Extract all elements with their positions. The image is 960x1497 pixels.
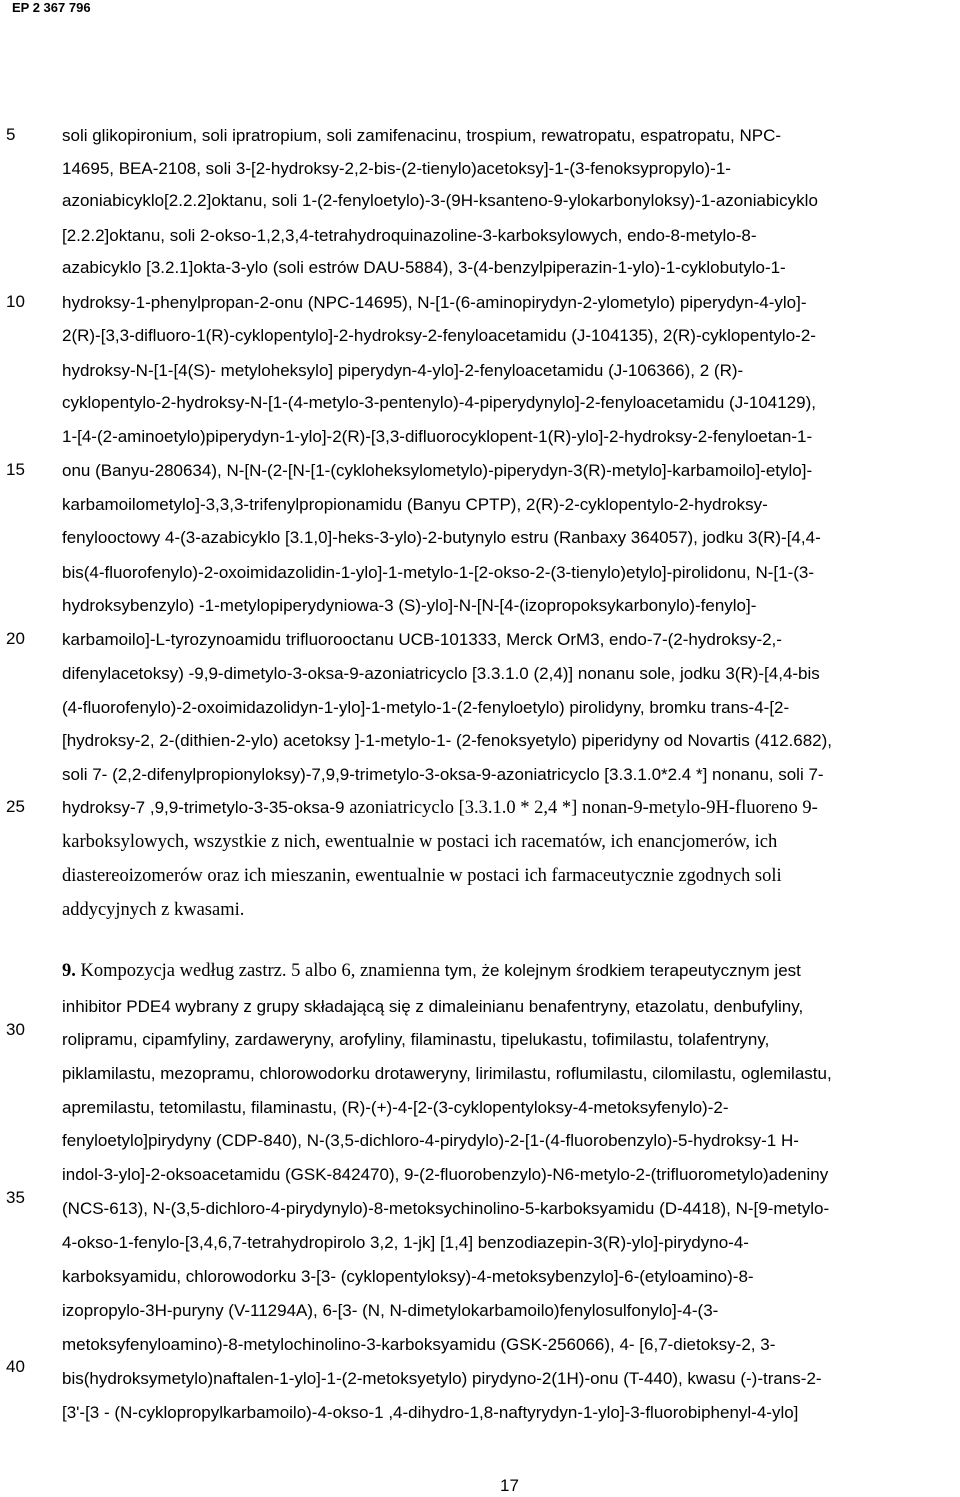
text-segment: azoniatricyclo [3.3.1.0 * 2,4 *] nonan-9-metylo-9H-fluoreno 9- bbox=[349, 798, 818, 818]
text-line bbox=[62, 1097, 729, 1119]
text-segment: [hydroksy-2, 2-(dithien-2-ylo) acetoksy ]-1-metylo-1- (2-fenoksyetylo) piperidyny od Novartis (412.682), bbox=[62, 731, 833, 750]
text-line bbox=[62, 595, 756, 617]
text-line bbox=[62, 527, 821, 549]
text-line bbox=[62, 1300, 718, 1322]
text-segment: 9. bbox=[62, 961, 81, 981]
text-segment: karbamoilo]-L-tyrozynoamidu trifluorooctanu UCB-101333, Merck OrM3, endo-7-(2-hydroksy-2,- bbox=[62, 630, 782, 649]
text-segment: hydroksybenzylo) -1-metylopiperydyniowa-3 (S)-ylo]-N-[N-[4-(izopropoksykarbonylo)-fenylo]- bbox=[62, 596, 757, 615]
text-line bbox=[62, 158, 731, 180]
text-line bbox=[62, 1266, 754, 1288]
text-line bbox=[62, 1232, 749, 1254]
text-segment: indol-3-ylo]-2-oksoacetamidu (GSK-842470), 9-(2-fluorobenzylo)-N6-metylo-2-(trifluorometylo)adeniny bbox=[62, 1165, 829, 1184]
text-line bbox=[62, 392, 816, 414]
text-line bbox=[62, 1334, 775, 1356]
text-segment: karbamoilometylo]-3,3,3-trifenylpropionamidu (Banyu CPTP), 2(R)-2-cyklopentylo-2-hydroksy- bbox=[62, 495, 768, 514]
text-segment: bis(hydroksymetylo)naftalen-1-ylo]-1-(2-metoksyetylo) pirydyno-2(1H)-onu (T-440), kwasu (-)-trans-2- bbox=[62, 1369, 822, 1388]
text-segment: soli 7- (2,2-difenylpropionyloksy)-7,9,9-trimetylo-3-oksa-9-azoniatricyclo [3.3.1.0*2.4 *] nonanu, soli 7- bbox=[62, 765, 824, 784]
text-segment: fenyloetylo]pirydyny (CDP-840), N-(3,5-dichloro-4-pirydylo)-2-[1-(4-fluorobenzylo)-5-hydroksy-1 H- bbox=[62, 1131, 799, 1150]
text-line bbox=[62, 960, 801, 982]
margin-line-number: 5 bbox=[6, 125, 16, 144]
text-segment: karboksyamidu, chlorowodorku 3-[3- (cyklopentyloksy)-4-metoksybenzylo]-6-(etyloamino)-8- bbox=[62, 1267, 754, 1286]
text-line bbox=[62, 426, 812, 448]
text-segment: soli glikopironium, soli ipratropium, soli zamifenacinu, trospium, rewatropatu, espatropatu, NPC- bbox=[62, 126, 782, 145]
text-segment: hydroksy-7 ,9,9-trimetylo-3-35-oksa-9 bbox=[62, 798, 350, 817]
text-segment: metoksyfenyloamino)-8-metylochinolino-3-karboksyamidu (GSK-256066), 4- [6,7-dietoksy-2, 3- bbox=[62, 1335, 776, 1354]
text-line bbox=[62, 1368, 822, 1390]
text-segment: apremilastu, tetomilastu, filaminastu, (R)-(+)-4-[2-(3-cyklopentyloksy-4-metoksyfenylo)-2- bbox=[62, 1098, 729, 1117]
text-segment: hydroksy-N-[1-[4(S)- metyloheksylo] piperydyn-4-ylo]-2-fenyloacetamidu (J-106366), 2 (R)- bbox=[62, 361, 744, 380]
text-segment: karboksylowych, wszystkie z nich, ewentualnie w postaci ich racematów, ich enancjomerów, ich bbox=[62, 832, 778, 852]
text-line bbox=[62, 1029, 769, 1051]
page-number: 17 bbox=[500, 1476, 519, 1495]
text-line bbox=[62, 1402, 798, 1424]
text-segment: fenylooctowy 4-(3-azabicyklo [3.1,0]-heks-3-ylo)-2-butynylo estru (Ranbaxy 364057), jodku 3(R)-[4,4- bbox=[62, 528, 821, 547]
margin-line-number: 35 bbox=[6, 1188, 25, 1207]
text-segment: 14695, BEA-2108, soli 3-[2-hydroksy-2,2-bis-(2-tienylo)acetoksy]-1-(3-fenoksypropylo)-1- bbox=[62, 159, 731, 178]
text-segment: azoniabicyklo[2.2.2]oktanu, soli 1-(2-fenyloetylo)-3-(9H-ksanteno-9-ylokarbonyloksy)-1-azoniabicyklo bbox=[62, 191, 818, 210]
text-segment: diastereoizomerów oraz ich mieszanin, ewentualnie w postaci ich farmaceutycznie zgodnych soli bbox=[62, 866, 782, 886]
text-line bbox=[62, 899, 244, 921]
text-line bbox=[62, 225, 757, 247]
text-segment: (4-fluorofenylo)-2-oxoimidazolidyn-1-ylo]-1-metylo-1-(2-fenyloetylo) pirolidyny, bromku trans-4-[2- bbox=[62, 698, 790, 717]
text-line bbox=[62, 360, 743, 382]
text-line bbox=[62, 292, 807, 314]
text-segment: bis(4-fluorofenylo)-2-oxoimidazolidin-1-ylo]-1-metylo-1-[2-okso-2-(3-tienylo)etylo]-pirolidonu, N-[1-(3- bbox=[62, 563, 815, 582]
text-segment: 2(R)-[3,3-difluoro-1(R)-cyklopentylo]-2-hydroksy-2-fenyloacetamidu (J-104135), 2(R)-cyklopentylo-2- bbox=[62, 326, 816, 345]
text-line bbox=[62, 1164, 828, 1186]
margin-line-number: 10 bbox=[6, 292, 25, 311]
text-line bbox=[62, 996, 803, 1018]
text-line bbox=[62, 325, 816, 347]
text-segment: cyklopentylo-2-hydroksy-N-[1-(4-metylo-3-pentenylo)-4-piperydynylo]-2-fenyloacetamidu (J-104129), bbox=[62, 393, 816, 412]
text-line bbox=[62, 730, 832, 752]
text-line bbox=[62, 562, 814, 584]
document-id: EP 2 367 796 bbox=[12, 0, 91, 15]
text-line bbox=[62, 1063, 832, 1085]
text-segment: Kompozycja według zastrz. 5 albo 6, znamienna bbox=[80, 961, 445, 981]
text-segment: inhibitor PDE4 wybrany z grupy składającą się z dimaleinianu benafentryny, etazolatu, denbufyliny, bbox=[62, 997, 804, 1016]
text-segment: onu (Banyu-280634), N-[N-(2-[N-[1-(cykloheksylometylo)-piperydyn-3(R)-metylo]-karbamoilo]-etylo]- bbox=[62, 461, 813, 480]
text-segment: izopropylo-3H-puryny (V-11294A), 6-[3- (N, N-dimetylokarbamoilo)fenylosulfonylo]-4-(3- bbox=[62, 1301, 719, 1320]
text-line bbox=[62, 460, 812, 482]
text-line bbox=[62, 764, 824, 786]
text-segment: azabicyklo [3.2.1]okta-3-ylo (soli estrów DAU-5884), 3-(4-benzylpiperazin-1-ylo)-1-cyklobutylo-1- bbox=[62, 258, 786, 277]
text-line bbox=[62, 697, 789, 719]
text-line bbox=[62, 1130, 799, 1152]
text-segment: (NCS-613), N-(3,5-dichloro-4-pirydynylo)-8-metoksychinolino-5-karboksyamidu (D-4418), N-[9-metylo- bbox=[62, 1199, 830, 1218]
margin-line-number: 15 bbox=[6, 460, 25, 479]
margin-line-number: 30 bbox=[6, 1020, 25, 1039]
text-segment: piklamilastu, mezopramu, chlorowodorku drotaweryny, lirimilastu, roflumilastu, cilomilastu, oglemilastu, bbox=[62, 1064, 832, 1083]
text-line bbox=[62, 190, 818, 212]
text-line bbox=[62, 257, 786, 279]
margin-line-number: 40 bbox=[6, 1357, 25, 1376]
text-line bbox=[62, 797, 818, 819]
text-line bbox=[62, 629, 782, 651]
text-segment: tym, że kolejnym środkiem terapeutycznym jest bbox=[444, 961, 801, 980]
text-segment: hydroksy-1-phenylpropan-2-onu (NPC-14695), N-[1-(6-aminopirydyn-2-ylometylo) piperydyn-4-ylo]- bbox=[62, 293, 807, 312]
text-line bbox=[62, 831, 777, 853]
text-line bbox=[62, 1198, 829, 1220]
text-segment: rolipramu, cipamfyliny, zardaweryny, arofyliny, filaminastu, tipelukastu, tofimilastu, tolafentryny, bbox=[62, 1030, 770, 1049]
text-segment: 1-[4-(2-aminoetylo)piperydyn-1-ylo]-2(R)-[3,3-difluorocyklopent-1(R)-ylo]-2-hydroksy-2-fenyloetan-1- bbox=[62, 427, 813, 446]
text-segment: [3'-[3 - (N-cyklopropylkarbamoilo)-4-okso-1 ,4-dihydro-1,8-naftyrydyn-1-ylo]-3-fluorobiphenyl-4-ylo] bbox=[62, 1403, 799, 1422]
text-segment: [2.2.2]oktanu, soli 2-okso-1,2,3,4-tetrahydroquinazoline-3-karboksylowych, endo-8-metylo-8- bbox=[62, 226, 757, 245]
text-segment: difenylacetoksy) -9,9-dimetylo-3-oksa-9-azoniatricyclo [3.3.1.0 (2,4)] nonanu sole, jodku 3(R)-[4,4-bis bbox=[62, 664, 820, 683]
margin-line-number: 25 bbox=[6, 797, 25, 816]
text-line bbox=[62, 663, 820, 685]
text-segment: 4-okso-1-fenylo-[3,4,6,7-tetrahydropirolo 3,2, 1-jk] [1,4] benzodiazepin-3(R)-ylo]-pirydyno-4- bbox=[62, 1233, 749, 1252]
margin-line-number: 20 bbox=[6, 629, 25, 648]
text-line bbox=[62, 865, 782, 887]
text-line bbox=[62, 125, 781, 147]
text-line bbox=[62, 494, 768, 516]
text-segment: addycyjnych z kwasami. bbox=[62, 900, 245, 920]
